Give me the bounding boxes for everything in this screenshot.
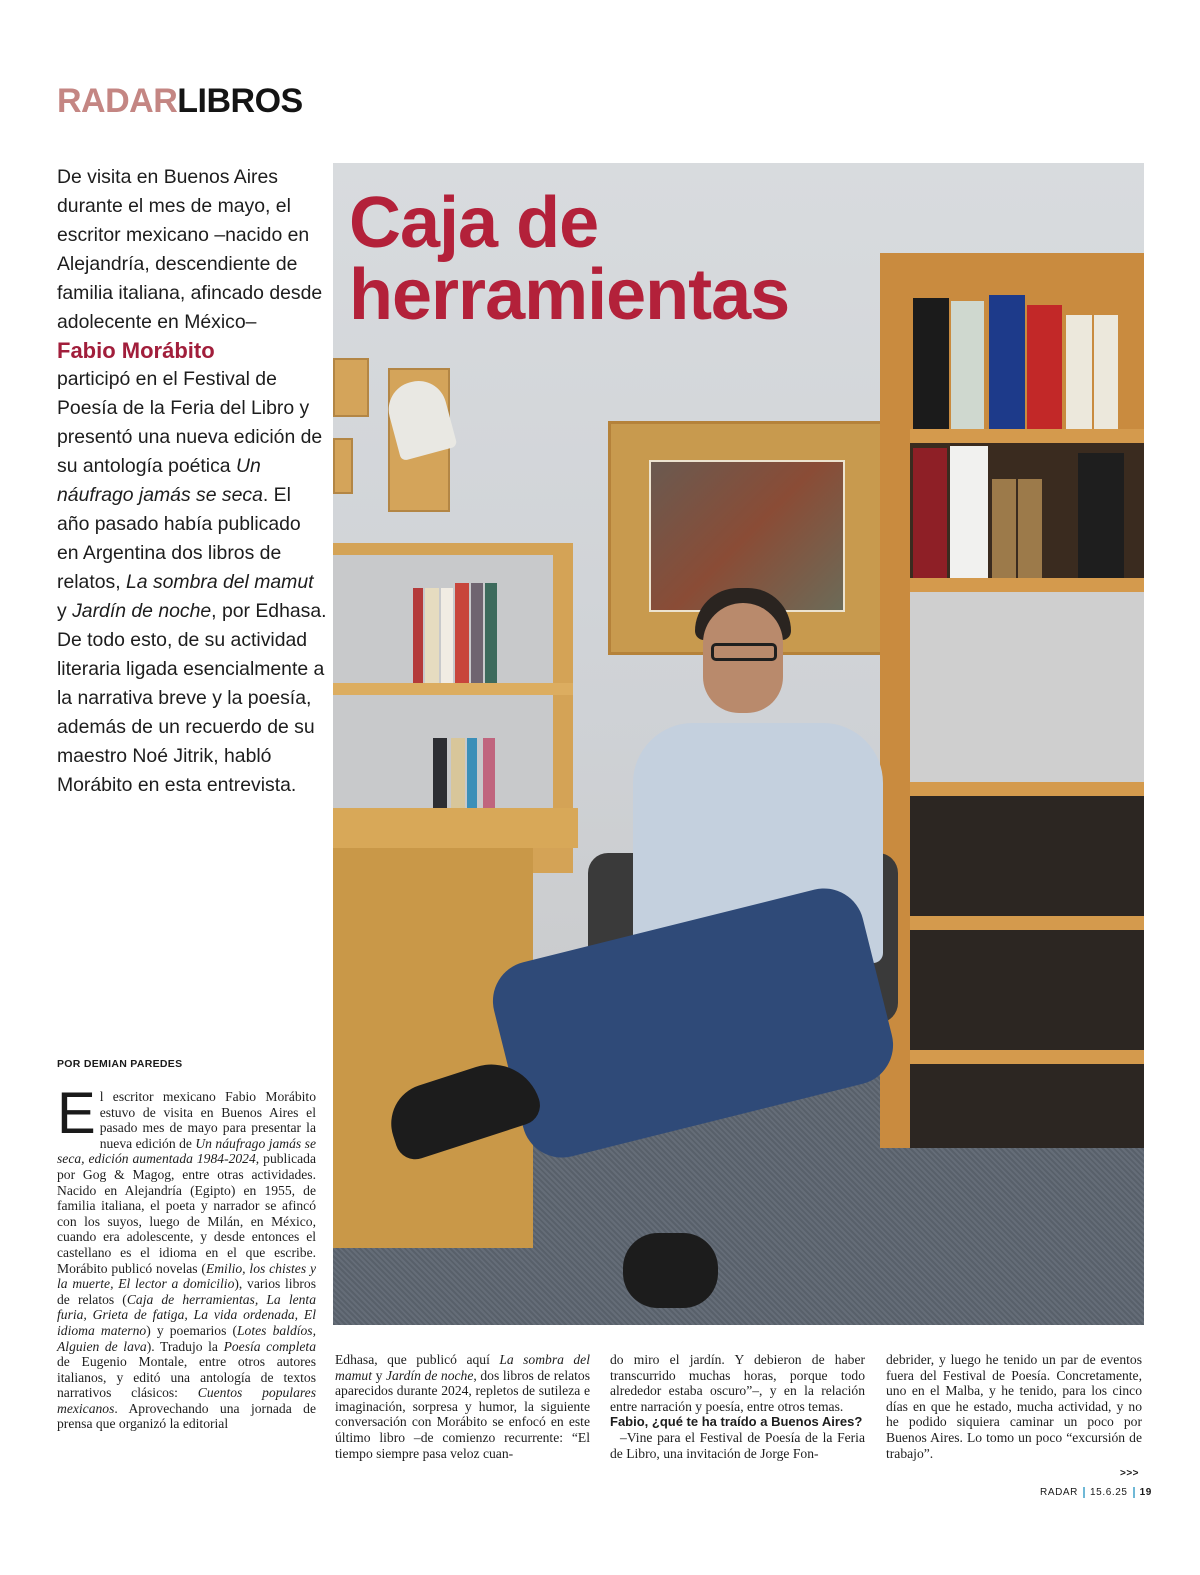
glasses (711, 643, 777, 661)
body-text: . Aprovechando una jornada de prensa que organizó la editorial (57, 1400, 316, 1432)
book (425, 588, 439, 683)
shelf-board (910, 916, 1144, 930)
book (950, 446, 988, 578)
article-headline (349, 183, 790, 335)
small-picture-frame (333, 358, 369, 417)
desk-shelf-board (333, 683, 573, 695)
interview-answer: –Vine para el Festival de Poesía de la Feria de Libro, una invitación de Jorge Fon- (610, 1429, 865, 1461)
book-title: Poesía completa (223, 1338, 316, 1354)
book-title: Cuentos populares mexicanos (57, 1385, 316, 1416)
headline-line-2: herramientas (349, 255, 790, 335)
intro-text-3: . El año pasado había publicado en Argentina dos libros de relatos, (57, 484, 301, 593)
drop-cap: E (57, 1081, 96, 1146)
book (1066, 315, 1092, 429)
book-palazzi-folena (913, 448, 947, 578)
section-title-radar: RADAR (57, 82, 178, 120)
book (1094, 315, 1118, 429)
shelf-board (910, 782, 1144, 796)
intro-text-2: participó en el Festival de Poesía de la Feria del Libro y presentó una nueva edición de su antología poética (57, 368, 323, 477)
small-picture-frame (333, 438, 353, 494)
book-title: Caja de herramientas, La lenta furia, Grieta de fatiga, La vida ordenada, El idioma materno (57, 1291, 316, 1338)
intro-lede (57, 163, 327, 800)
book-title: Lotes baldíos, Alguien de lava (57, 1322, 316, 1354)
book-title: La sombra del mamut (335, 1352, 590, 1383)
intro-book-title-1: Un náufrago jamás se seca (57, 455, 263, 506)
book-maria-moliner-a-i (913, 298, 949, 429)
intro-book-title-2: La sombra del mamut (125, 571, 314, 593)
book-dictionary-g-z (1027, 305, 1062, 429)
book (1018, 479, 1042, 578)
page-number: 19 (1139, 1487, 1152, 1498)
shoe (623, 1233, 718, 1308)
body-text: ) y poemarios ( (146, 1322, 237, 1338)
book (992, 479, 1016, 578)
shelf-row (910, 930, 1144, 1050)
shelf-board (910, 429, 1144, 443)
body-text: ). Tradujo la (146, 1338, 224, 1354)
shelf-board (910, 578, 1144, 592)
byline: POR DEMIAN PAREDES (57, 1058, 183, 1070)
book-title: Emilio, los chistes y la muerte, El lector a domicilio (57, 1260, 316, 1292)
body-text: l escritor mexicano Fabio Morábito estuvo de visita en Buenos Aires el pasado mes de mayo para presentar la nueva edición de (99, 1089, 316, 1151)
section-title-libros: LIBROS (177, 82, 303, 120)
intro-book-title-3: Jardín de noche (72, 600, 212, 622)
book (485, 583, 497, 683)
author-name-highlight: Fabio Morábito (57, 338, 215, 363)
bookshelf (880, 253, 1144, 1148)
page-footer (1040, 1487, 1152, 1498)
interview-answer: debrider, y luego he tenido un par de eventos fuera del Festival de Poesía. Concretamente, uno en el Malba, y he tenido, para los cinco días en que he estado, mucha actividad, y no he podido siquiera caminar un poco por Buenos Aires. Lo tomo un poco “excursión de trabajo”. (886, 1352, 1142, 1461)
body-text: ), varios libros de relatos ( (57, 1276, 316, 1307)
author-photo (333, 163, 1144, 1325)
article-column-3 (610, 1352, 865, 1461)
shelf-row (910, 592, 1144, 782)
headline-line-1: Caja de (349, 183, 599, 263)
book-title: Jardín de noche (385, 1367, 474, 1383)
book (1078, 453, 1124, 578)
section-header (57, 82, 303, 120)
shelf-row (910, 1064, 1144, 1148)
continue-arrows: >>> (1120, 1468, 1140, 1479)
shelf-board (910, 1050, 1144, 1064)
book-maria-moliner-j-z (951, 301, 984, 429)
body-text: y (372, 1367, 386, 1383)
book (441, 588, 453, 683)
book (455, 583, 469, 683)
footer-date: 15.6.25 (1090, 1487, 1128, 1498)
footer-publication: RADAR (1040, 1487, 1079, 1498)
body-text: , dos libros de relatos aparecidos durante 2024, repletos de sutileza e imaginación, sorpresa y humor, la siguiente conversación con Morábito se enfocó en este último libro –de comienzo recurrente: “El tiempo siempre pasa veloz cuan- (335, 1367, 591, 1461)
book-title: Un náufrago jamás se seca, edición aumentada 1984-2024 (57, 1135, 316, 1167)
article-column-1 (57, 1081, 316, 1432)
body-text: do miro el jardín. Y debieron de haber transcurrido muchas horas, porque todo alrededor estaba oscuro”–, y en la relación entre narración y poesía, entre otros temas. (610, 1352, 865, 1414)
body-text: Edhasa, que publicó aquí (335, 1352, 500, 1367)
desk-top (333, 808, 578, 848)
intro-text-1: De visita en Buenos Aires durante el mes de mayo, el escritor mexicano –nacido en Alejandría, descendiente de familia italiana, afincado desde adolecente en México– (57, 166, 323, 333)
footer-divider (1133, 1487, 1135, 1498)
shelf-row (910, 796, 1144, 916)
book (471, 583, 483, 683)
book-dictionary-a-f (989, 295, 1025, 429)
intro-conjunction: y (57, 600, 73, 622)
footer-divider (1083, 1487, 1085, 1498)
body-text: , publicada por Gog & Magog, entre otras actividades. Nacido en Alejandría (Egipto) en 1955, de familia italiana, el poeta y narrador se afincó con los suyos, luego de Milán, en México, cuando era adolescente, y desde entonces el castellano es el idioma en el que escribe. Morábito publicó novelas ( (57, 1151, 316, 1276)
book (413, 588, 423, 683)
body-text: de Eugenio Montale, entre otros autores italianos, y editó una antología de textos narrativos clásicos: (57, 1354, 316, 1401)
interview-question: Fabio, ¿qué te ha traído a Buenos Aires? (610, 1414, 863, 1430)
article-column-4 (886, 1352, 1142, 1461)
intro-text-4: , por Edhasa. De todo esto, de su actividad literaria ligada esencialmente a la narrativa breve y la poesía, además de un recuerdo de su maestro Noé Jitrik, habló Morábito en esta entrevista. (57, 600, 327, 796)
article-column-2 (335, 1352, 590, 1461)
